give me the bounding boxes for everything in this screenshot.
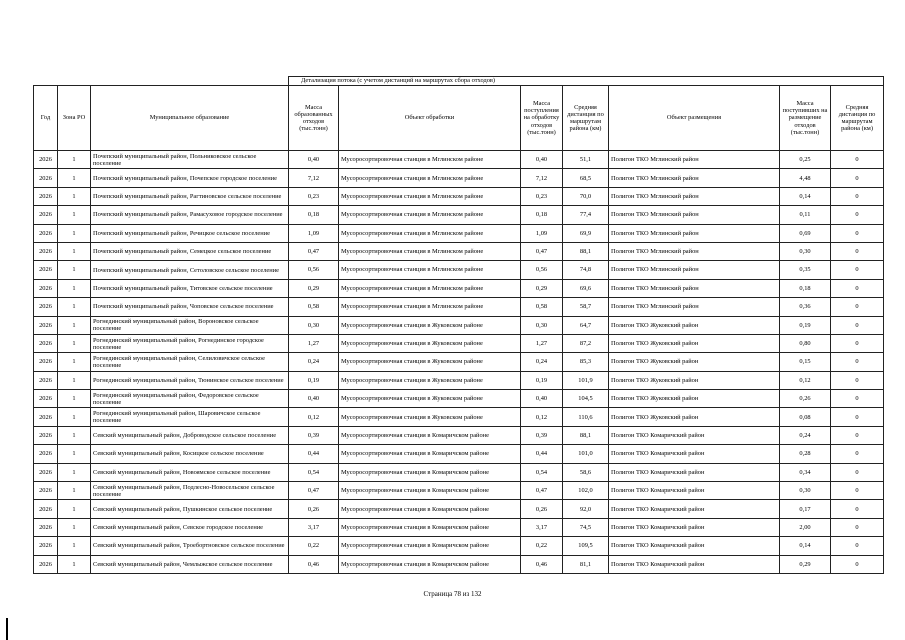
- cell-waste-mass: 0,56: [289, 261, 339, 279]
- cell-municipality: Почепский муниципальный район, Рагтиновское сельское поселение: [91, 187, 289, 205]
- cell-zone: 1: [58, 555, 91, 573]
- cell-placement-object: Полигон ТКО Жуковский район: [609, 353, 780, 371]
- cell-placement-object: Полигон ТКО Комаричский район: [609, 500, 780, 518]
- cell-waste-mass: 0,58: [289, 298, 339, 316]
- cell-treatment-mass: 0,23: [521, 187, 563, 205]
- cell-treatment-mass: 0,46: [521, 555, 563, 573]
- cell-municipality: Почепский муниципальный район, Семецкое сельское поселение: [91, 242, 289, 260]
- cell-municipality: Почепский муниципальный район, Сетоловское сельское поселение: [91, 261, 289, 279]
- cell-placement-object: Полигон ТКО Мглинский район: [609, 206, 780, 224]
- cell-waste-mass: 0,47: [289, 242, 339, 260]
- cell-zone: 1: [58, 261, 91, 279]
- table-row: [34, 408, 884, 426]
- cell-treatment-mass: 0,56: [521, 261, 563, 279]
- cell-placement-object: Полигон ТКО Комаричский район: [609, 463, 780, 481]
- cell-avg-distance-2: 0: [831, 482, 884, 500]
- cell-avg-distance-1: 69,6: [563, 279, 609, 297]
- cell-waste-mass: 1,09: [289, 224, 339, 242]
- cell-treatment-object: Мусоросортировочная станция в Комаричском районе: [339, 426, 521, 444]
- cell-municipality: Севский муниципальный район, Севское городское поселение: [91, 518, 289, 536]
- cell-waste-mass: 7,12: [289, 169, 339, 187]
- table-caption: Детализация потока (с учетом дистанций на маршрутах сбора отходов): [289, 77, 884, 86]
- table-row: [34, 482, 884, 500]
- cell-zone: 1: [58, 518, 91, 536]
- cell-year: 2026: [34, 169, 58, 187]
- cell-placement-mass: 0,28: [780, 445, 831, 463]
- cell-year: 2026: [34, 334, 58, 352]
- cell-waste-mass: 0,44: [289, 445, 339, 463]
- cell-treatment-object: Мусоросортировочная станция в Комаричском районе: [339, 445, 521, 463]
- header-avg-distance-1: Средняя дистанция по маршрутам района (км): [563, 86, 609, 151]
- cell-treatment-object: Мусоросортировочная станция в Комаричском районе: [339, 518, 521, 536]
- cell-placement-mass: 0,24: [780, 426, 831, 444]
- cell-treatment-object: Мусоросортировочная станция в Мглинском районе: [339, 151, 521, 169]
- header-placement-mass: Масса поступивших на размещение отходов (тыс.тонн): [780, 86, 831, 151]
- table-row: [34, 261, 884, 279]
- cell-municipality: Рогнединский муниципальный район, Рогнединское городское поселение: [91, 334, 289, 352]
- cell-placement-mass: 0,12: [780, 371, 831, 389]
- cell-waste-mass: 0,23: [289, 187, 339, 205]
- cell-year: 2026: [34, 242, 58, 260]
- cell-treatment-object: Мусоросортировочная станция в Мглинском районе: [339, 187, 521, 205]
- cell-avg-distance-2: 0: [831, 298, 884, 316]
- cell-municipality: Почепский муниципальный район, Почепское городское поселение: [91, 169, 289, 187]
- cell-avg-distance-1: 88,1: [563, 242, 609, 260]
- cell-municipality: Почепский муниципальный район, Рамасуховое городское поселение: [91, 206, 289, 224]
- table-row: [34, 463, 884, 481]
- cell-waste-mass: 0,12: [289, 408, 339, 426]
- cell-placement-mass: 0,15: [780, 353, 831, 371]
- cell-municipality: Почепский муниципальный район, Чоповское сельское поселение: [91, 298, 289, 316]
- cell-placement-mass: 0,17: [780, 500, 831, 518]
- cell-year: 2026: [34, 187, 58, 205]
- cell-waste-mass: 0,30: [289, 316, 339, 334]
- table-row: [34, 390, 884, 408]
- cell-year: 2026: [34, 298, 58, 316]
- cell-municipality: Почепский муниципальный район, Польниковское сельское поселение: [91, 151, 289, 169]
- cell-avg-distance-2: 0: [831, 242, 884, 260]
- cell-year: 2026: [34, 482, 58, 500]
- page-number: Страница 78 из 132: [423, 590, 482, 598]
- cell-placement-object: Полигон ТКО Комаричский район: [609, 555, 780, 573]
- cell-avg-distance-2: 0: [831, 371, 884, 389]
- cell-waste-mass: 1,27: [289, 334, 339, 352]
- cell-avg-distance-1: 110,6: [563, 408, 609, 426]
- cell-avg-distance-2: 0: [831, 151, 884, 169]
- cell-treatment-object: Мусоросортировочная станция в Жуковском районе: [339, 353, 521, 371]
- cell-avg-distance-2: 0: [831, 537, 884, 555]
- cell-treatment-object: Мусоросортировочная станция в Жуковском районе: [339, 371, 521, 389]
- cell-placement-object: Полигон ТКО Мглинский район: [609, 298, 780, 316]
- cell-placement-object: Полигон ТКО Мглинский район: [609, 242, 780, 260]
- cell-placement-object: Полигон ТКО Мглинский район: [609, 224, 780, 242]
- cell-avg-distance-1: 74,8: [563, 261, 609, 279]
- cell-zone: 1: [58, 316, 91, 334]
- header-waste-mass: Масса образованных отходов (тыс.тонн): [289, 86, 339, 151]
- cell-treatment-object: Мусоросортировочная станция в Мглинском районе: [339, 298, 521, 316]
- cell-treatment-object: Мусоросортировочная станция в Жуковском районе: [339, 334, 521, 352]
- cell-placement-object: Полигон ТКО Жуковский район: [609, 408, 780, 426]
- cell-treatment-mass: 1,27: [521, 334, 563, 352]
- cell-year: 2026: [34, 353, 58, 371]
- cell-treatment-mass: 0,39: [521, 426, 563, 444]
- cell-waste-mass: 0,46: [289, 555, 339, 573]
- cell-avg-distance-2: 0: [831, 518, 884, 536]
- cell-avg-distance-2: 0: [831, 279, 884, 297]
- cell-year: 2026: [34, 261, 58, 279]
- cell-zone: 1: [58, 371, 91, 389]
- cell-placement-object: Полигон ТКО Жуковский район: [609, 390, 780, 408]
- table-row: [34, 206, 884, 224]
- header-municipality: Муниципальное образование: [91, 86, 289, 151]
- cell-year: 2026: [34, 279, 58, 297]
- cell-municipality: Рогнединский муниципальный район, Федоровское сельское поселение: [91, 390, 289, 408]
- cell-avg-distance-2: 0: [831, 169, 884, 187]
- cell-avg-distance-2: 0: [831, 390, 884, 408]
- cell-avg-distance-1: 104,5: [563, 390, 609, 408]
- cell-avg-distance-2: 0: [831, 500, 884, 518]
- cell-treatment-mass: 0,24: [521, 353, 563, 371]
- cell-placement-mass: 0,25: [780, 151, 831, 169]
- header-treatment-mass: Масса поступления на обработку отходов (тыс.тонн): [521, 86, 563, 151]
- table-row: [34, 445, 884, 463]
- cell-placement-object: Полигон ТКО Мглинский район: [609, 279, 780, 297]
- cell-zone: 1: [58, 408, 91, 426]
- cell-avg-distance-2: 0: [831, 187, 884, 205]
- cell-placement-mass: 0,14: [780, 537, 831, 555]
- cell-placement-object: Полигон ТКО Мглинский район: [609, 187, 780, 205]
- cell-avg-distance-2: 0: [831, 353, 884, 371]
- cell-avg-distance-1: 88,1: [563, 426, 609, 444]
- cell-waste-mass: 0,19: [289, 371, 339, 389]
- cell-placement-object: Полигон ТКО Комаричский район: [609, 518, 780, 536]
- table-row: [34, 242, 884, 260]
- cell-placement-object: Полигон ТКО Мглинский район: [609, 151, 780, 169]
- cell-waste-mass: 0,29: [289, 279, 339, 297]
- cell-avg-distance-1: 81,1: [563, 555, 609, 573]
- cell-avg-distance-2: 0: [831, 555, 884, 573]
- cell-year: 2026: [34, 426, 58, 444]
- cell-avg-distance-1: 109,5: [563, 537, 609, 555]
- cell-year: 2026: [34, 371, 58, 389]
- cell-placement-mass: 4,48: [780, 169, 831, 187]
- cell-treatment-mass: 0,26: [521, 500, 563, 518]
- waste-flow-table: [33, 76, 884, 574]
- cell-treatment-mass: 0,40: [521, 390, 563, 408]
- table-row: [34, 187, 884, 205]
- cell-avg-distance-1: 85,3: [563, 353, 609, 371]
- cell-municipality: Севский муниципальный район, Косицкое сельское поселение: [91, 445, 289, 463]
- cell-placement-mass: 0,19: [780, 316, 831, 334]
- cell-avg-distance-2: 0: [831, 463, 884, 481]
- header-placement-object: Объект размещения: [609, 86, 780, 151]
- scan-edge-mark: [6, 618, 8, 640]
- table-row: [34, 537, 884, 555]
- cell-zone: 1: [58, 334, 91, 352]
- table-row: [34, 518, 884, 536]
- cell-zone: 1: [58, 482, 91, 500]
- cell-treatment-mass: 0,58: [521, 298, 563, 316]
- cell-placement-object: Полигон ТКО Жуковский район: [609, 371, 780, 389]
- cell-placement-mass: 0,18: [780, 279, 831, 297]
- cell-placement-object: Полигон ТКО Комаричский район: [609, 537, 780, 555]
- cell-year: 2026: [34, 206, 58, 224]
- cell-avg-distance-1: 87,2: [563, 334, 609, 352]
- cell-year: 2026: [34, 151, 58, 169]
- caption-spacer-left: [34, 77, 289, 86]
- cell-placement-object: Полигон ТКО Мглинский район: [609, 261, 780, 279]
- cell-placement-mass: 0,29: [780, 555, 831, 573]
- cell-year: 2026: [34, 537, 58, 555]
- cell-avg-distance-1: 69,9: [563, 224, 609, 242]
- cell-placement-mass: 2,00: [780, 518, 831, 536]
- cell-treatment-object: Мусоросортировочная станция в Комаричском районе: [339, 555, 521, 573]
- cell-treatment-object: Мусоросортировочная станция в Комаричском районе: [339, 537, 521, 555]
- cell-avg-distance-1: 101,0: [563, 445, 609, 463]
- cell-avg-distance-2: 0: [831, 334, 884, 352]
- cell-year: 2026: [34, 518, 58, 536]
- cell-zone: 1: [58, 206, 91, 224]
- cell-zone: 1: [58, 187, 91, 205]
- cell-municipality: Севский муниципальный район, Троебортновское сельское поселение: [91, 537, 289, 555]
- cell-zone: 1: [58, 426, 91, 444]
- table-row: [34, 298, 884, 316]
- table-row: [34, 151, 884, 169]
- cell-waste-mass: 0,54: [289, 463, 339, 481]
- cell-year: 2026: [34, 500, 58, 518]
- cell-treatment-mass: 7,12: [521, 169, 563, 187]
- cell-year: 2026: [34, 224, 58, 242]
- cell-treatment-mass: 0,22: [521, 537, 563, 555]
- cell-zone: 1: [58, 242, 91, 260]
- cell-zone: 1: [58, 169, 91, 187]
- cell-municipality: Рогнединский муниципальный район, Вороновское сельское поселение: [91, 316, 289, 334]
- cell-zone: 1: [58, 353, 91, 371]
- cell-treatment-mass: 0,44: [521, 445, 563, 463]
- cell-placement-mass: 0,69: [780, 224, 831, 242]
- cell-placement-mass: 0,36: [780, 298, 831, 316]
- cell-avg-distance-2: 0: [831, 261, 884, 279]
- cell-municipality: Рогнединский муниципальный район, Селиловичское сельское поселение: [91, 353, 289, 371]
- cell-treatment-object: Мусоросортировочная станция в Мглинском районе: [339, 261, 521, 279]
- cell-placement-object: Полигон ТКО Комаричский район: [609, 482, 780, 500]
- cell-treatment-mass: 3,17: [521, 518, 563, 536]
- table-row: [34, 371, 884, 389]
- cell-placement-mass: 0,11: [780, 206, 831, 224]
- cell-treatment-mass: 0,47: [521, 242, 563, 260]
- cell-waste-mass: 0,40: [289, 390, 339, 408]
- cell-municipality: Рогнединский муниципальный район, Шаровичское сельское поселение: [91, 408, 289, 426]
- cell-treatment-object: Мусоросортировочная станция в Мглинском районе: [339, 169, 521, 187]
- cell-municipality: Севский муниципальный район, Чемлыжское сельское поселение: [91, 555, 289, 573]
- cell-year: 2026: [34, 390, 58, 408]
- header-zone: Зона РО: [58, 86, 91, 151]
- cell-treatment-mass: 0,47: [521, 482, 563, 500]
- cell-treatment-mass: 0,54: [521, 463, 563, 481]
- cell-treatment-object: Мусоросортировочная станция в Жуковском районе: [339, 408, 521, 426]
- header-treatment-object: Объект обработки: [339, 86, 521, 151]
- cell-avg-distance-2: 0: [831, 224, 884, 242]
- table-row: [34, 279, 884, 297]
- cell-waste-mass: 0,22: [289, 537, 339, 555]
- cell-treatment-object: Мусоросортировочная станция в Жуковском районе: [339, 316, 521, 334]
- cell-treatment-object: Мусоросортировочная станция в Комаричском районе: [339, 463, 521, 481]
- cell-avg-distance-2: 0: [831, 206, 884, 224]
- cell-treatment-mass: 0,30: [521, 316, 563, 334]
- cell-treatment-object: Мусоросортировочная станция в Мглинском районе: [339, 242, 521, 260]
- cell-treatment-object: Мусоросортировочная станция в Мглинском районе: [339, 279, 521, 297]
- cell-avg-distance-2: 0: [831, 426, 884, 444]
- cell-placement-mass: 0,80: [780, 334, 831, 352]
- cell-avg-distance-2: 0: [831, 408, 884, 426]
- cell-zone: 1: [58, 390, 91, 408]
- cell-municipality: Севский муниципальный район, Пушкинское сельское поселение: [91, 500, 289, 518]
- cell-placement-mass: 0,30: [780, 482, 831, 500]
- cell-treatment-object: Мусоросортировочная станция в Комаричском районе: [339, 482, 521, 500]
- cell-avg-distance-1: 102,0: [563, 482, 609, 500]
- table-row: [34, 353, 884, 371]
- header-year: Год: [34, 86, 58, 151]
- table-row: [34, 500, 884, 518]
- cell-avg-distance-1: 92,0: [563, 500, 609, 518]
- cell-municipality: Севский муниципальный район, Доброводское сельское поселение: [91, 426, 289, 444]
- cell-placement-mass: 0,26: [780, 390, 831, 408]
- cell-zone: 1: [58, 151, 91, 169]
- cell-waste-mass: 0,24: [289, 353, 339, 371]
- cell-placement-mass: 0,35: [780, 261, 831, 279]
- cell-treatment-object: Мусоросортировочная станция в Жуковском районе: [339, 390, 521, 408]
- cell-year: 2026: [34, 445, 58, 463]
- cell-municipality: Почепский муниципальный район, Титовское сельское поселение: [91, 279, 289, 297]
- table-row: [34, 316, 884, 334]
- table-row: [34, 555, 884, 573]
- cell-avg-distance-2: 0: [831, 316, 884, 334]
- cell-waste-mass: 0,39: [289, 426, 339, 444]
- cell-treatment-object: Мусоросортировочная станция в Мглинском районе: [339, 206, 521, 224]
- cell-avg-distance-1: 58,7: [563, 298, 609, 316]
- cell-avg-distance-1: 101,9: [563, 371, 609, 389]
- cell-year: 2026: [34, 408, 58, 426]
- cell-treatment-object: Мусоросортировочная станция в Мглинском районе: [339, 224, 521, 242]
- cell-zone: 1: [58, 500, 91, 518]
- cell-avg-distance-1: 64,7: [563, 316, 609, 334]
- table-row: [34, 224, 884, 242]
- cell-treatment-mass: 1,09: [521, 224, 563, 242]
- cell-zone: 1: [58, 537, 91, 555]
- table-row: [34, 426, 884, 444]
- cell-zone: 1: [58, 224, 91, 242]
- cell-treatment-mass: 0,18: [521, 206, 563, 224]
- cell-year: 2026: [34, 316, 58, 334]
- cell-zone: 1: [58, 279, 91, 297]
- cell-treatment-mass: 0,29: [521, 279, 563, 297]
- cell-avg-distance-1: 70,0: [563, 187, 609, 205]
- cell-waste-mass: 0,40: [289, 151, 339, 169]
- cell-avg-distance-1: 51,1: [563, 151, 609, 169]
- cell-municipality: Рогнединский муниципальный район, Тюнинское сельское поселение: [91, 371, 289, 389]
- cell-treatment-object: Мусоросортировочная станция в Комаричском районе: [339, 500, 521, 518]
- cell-municipality: Севский муниципальный район, Новоямское сельское поселение: [91, 463, 289, 481]
- cell-placement-mass: 0,30: [780, 242, 831, 260]
- cell-avg-distance-2: 0: [831, 445, 884, 463]
- cell-zone: 1: [58, 445, 91, 463]
- cell-avg-distance-1: 58,6: [563, 463, 609, 481]
- cell-placement-mass: 0,14: [780, 187, 831, 205]
- cell-avg-distance-1: 74,5: [563, 518, 609, 536]
- header-avg-distance-2: Средняя дистанция по маршрутам района (км): [831, 86, 884, 151]
- cell-placement-object: Полигон ТКО Жуковский район: [609, 316, 780, 334]
- cell-placement-object: Полигон ТКО Комаричский район: [609, 445, 780, 463]
- cell-waste-mass: 0,26: [289, 500, 339, 518]
- cell-zone: 1: [58, 463, 91, 481]
- cell-waste-mass: 3,17: [289, 518, 339, 536]
- cell-avg-distance-1: 68,5: [563, 169, 609, 187]
- cell-placement-object: Полигон ТКО Комаричский район: [609, 426, 780, 444]
- cell-municipality: Почепский муниципальный район, Речицкое сельское поселение: [91, 224, 289, 242]
- cell-waste-mass: 0,47: [289, 482, 339, 500]
- table-row: [34, 334, 884, 352]
- cell-year: 2026: [34, 555, 58, 573]
- header-row: [34, 86, 884, 151]
- cell-treatment-mass: 0,19: [521, 371, 563, 389]
- cell-placement-mass: 0,08: [780, 408, 831, 426]
- cell-placement-mass: 0,34: [780, 463, 831, 481]
- cell-placement-object: Полигон ТКО Жуковский район: [609, 334, 780, 352]
- cell-zone: 1: [58, 298, 91, 316]
- cell-placement-object: Полигон ТКО Мглинский район: [609, 169, 780, 187]
- cell-year: 2026: [34, 463, 58, 481]
- cell-treatment-mass: 0,40: [521, 151, 563, 169]
- cell-treatment-mass: 0,12: [521, 408, 563, 426]
- table-body: [34, 151, 884, 574]
- cell-avg-distance-1: 77,4: [563, 206, 609, 224]
- cell-waste-mass: 0,18: [289, 206, 339, 224]
- cell-municipality: Севский муниципальный район, Подлесно-Новосельское сельское поселение: [91, 482, 289, 500]
- table-row: [34, 169, 884, 187]
